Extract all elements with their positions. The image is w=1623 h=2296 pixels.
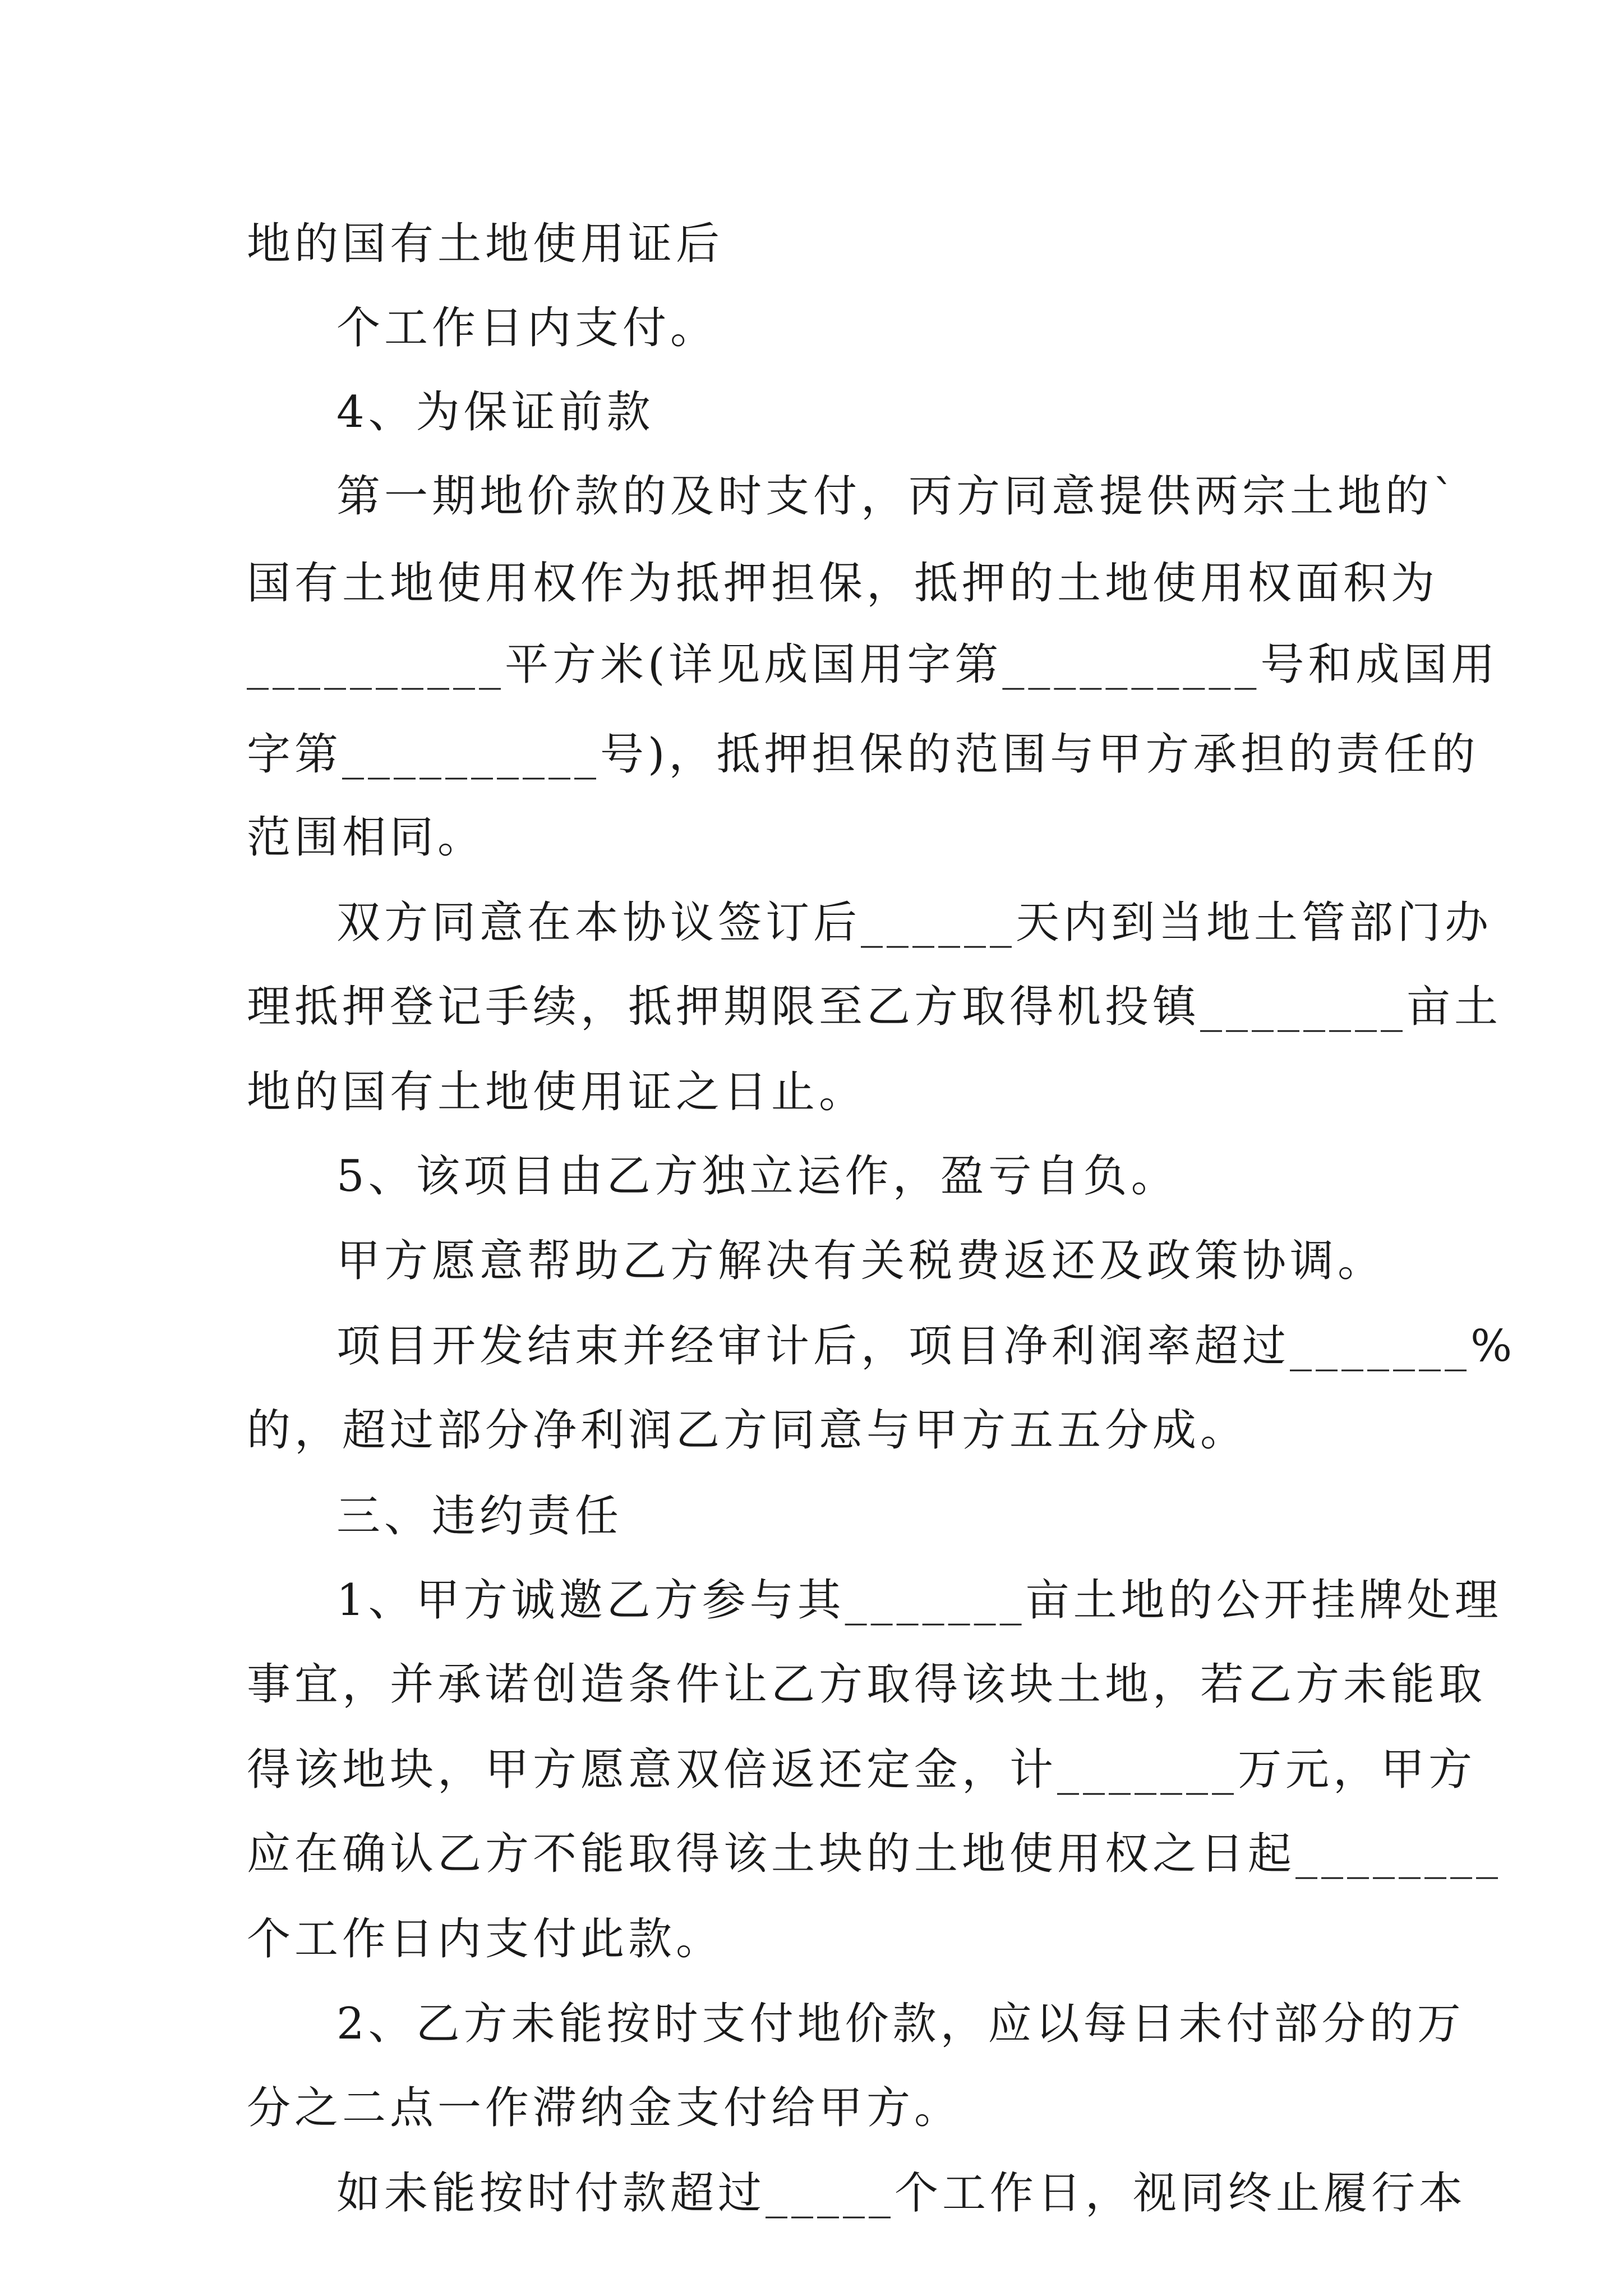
text-line: 5、该项目由乙方独立运作，盈亏自负。 (336, 1151, 1179, 1202)
text-line: 应在确认乙方不能取得该土块的土地使用权之日起________ (247, 1829, 1502, 1879)
text-line: 4、为保证前款 (336, 387, 654, 438)
text-line: 第一期地价款的及时支付，丙方同意提供两宗土地的` (336, 471, 1459, 522)
text-line: 如未能按时付款超过_____个工作日，视同终止履行本 (336, 2168, 1467, 2219)
text-line: 1、甲方诚邀乙方参与其_______亩土地的公开挂牌处理 (336, 1575, 1502, 1626)
text-line: 理抵押登记手续，抵押期限至乙方取得机投镇________亩土 (247, 982, 1502, 1032)
text-line: 范围相同。 (247, 812, 486, 863)
text-line: 的，超过部分净利润乙方同意与甲方五五分成。 (247, 1405, 1248, 1456)
text-line: 得该地块，甲方愿意双倍返还定金，计_______万元，甲方 (247, 1745, 1477, 1795)
text-line: 分之二点一作滞纳金支付给甲方。 (247, 2083, 962, 2133)
text-line: 2、乙方未能按时支付地价款，应以每日未付部分的万 (336, 1999, 1465, 2049)
text-line: 甲方愿意帮助乙方解决有关税费返还及政策协调。 (336, 1236, 1386, 1286)
text-line: 字第__________号)，抵押担保的范围与甲方承担的责任的 (247, 729, 1479, 780)
text-line: 事宜，并承诺创造条件让乙方取得该块土地，若乙方未能取 (247, 1659, 1487, 1710)
text-line: 地的国有土地使用证之日止。 (247, 1067, 867, 1117)
text-line: 个工作日内支付。 (336, 303, 718, 353)
text-line: __________平方米(详见成国用字第__________号和成国用 (247, 639, 1499, 690)
section-heading: 三、违约责任 (336, 1491, 623, 1542)
text-line: 地的国有土地使用证后 (247, 219, 724, 269)
text-line: 个工作日内支付此款。 (247, 1914, 724, 1964)
text-line: 双方同意在本协议签订后______天内到当地土管部门办 (336, 898, 1493, 948)
text-line: 国有土地使用权作为抵押担保，抵押的土地使用权面积为 (247, 558, 1439, 609)
text-line: 项目开发结束并经审计后，项目净利润率超过_______% (336, 1321, 1516, 1372)
